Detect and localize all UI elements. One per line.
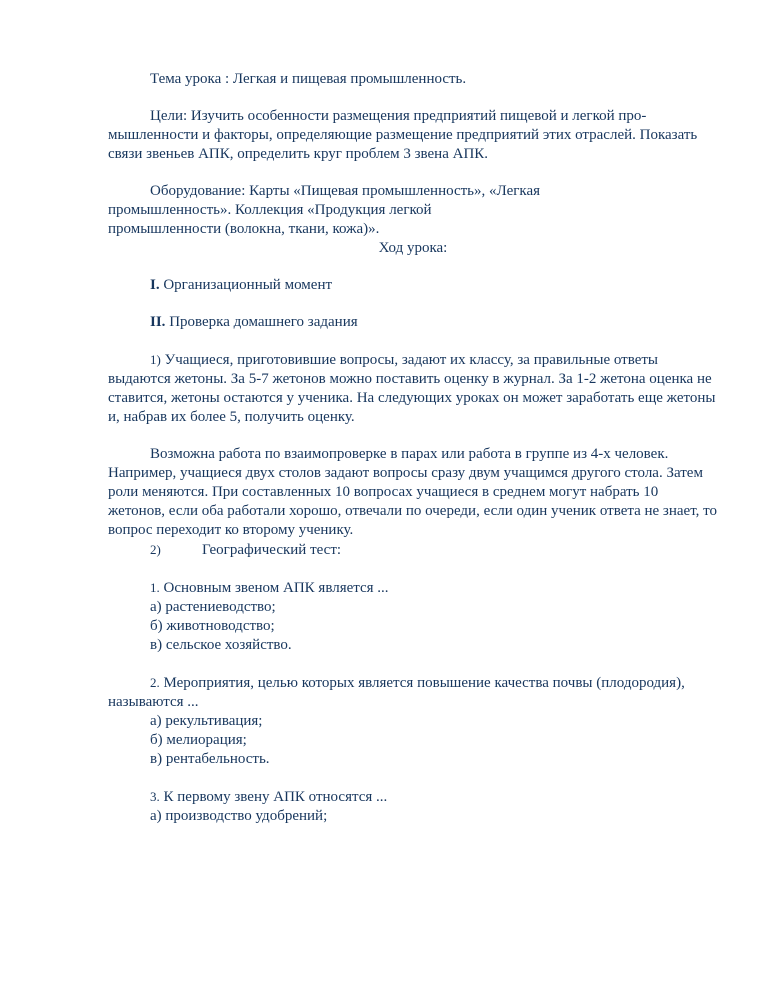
- answer-option: в) сельское хозяйство.: [150, 637, 292, 653]
- answer-option: а) растениеводство;: [150, 599, 276, 615]
- section-homework: [108, 313, 718, 332]
- homework-item-1: [108, 350, 718, 427]
- question-text: Основным звеном АПК является ...: [163, 580, 389, 596]
- item-number: 1): [150, 352, 161, 367]
- section-label: Проверка домашнего задания: [169, 314, 358, 330]
- question-3: [108, 787, 718, 807]
- section-label: Организационный момент: [163, 277, 333, 293]
- document-page: [108, 70, 718, 826]
- item-text: Учащиеся, приготовившие вопросы, задают их классу, за правильные ответы выдаются жетоны. За 5-7 жетонов можно поставить оценку в журнал. За 1-2 жетона оценка не ставится, жетоны остаются у ученика. На следующих уроках он может заработать еще жетоны и, набрав их более 5, получить оценку.: [108, 352, 716, 425]
- answer-option: б) животноводство;: [150, 618, 275, 634]
- item-text: Географический тест:: [202, 542, 342, 558]
- section-organizational: [108, 276, 718, 295]
- question-2: [108, 673, 718, 712]
- section-number: I.: [150, 277, 160, 293]
- answer-option: а) рекультивация;: [150, 713, 263, 729]
- section-number: II.: [150, 314, 166, 330]
- pair-work-paragraph: Возможна работа по взаимопроверке в парах или работа в группе из 4-х человек. Например, учащиеся двух столов задают вопросы сразу двум учащимся другого стола. Затем роли меняются. При составленных 10 вопросах учащиеся в среднем могут набрать 10 жетонов, если оба работали хорошо, отвечали по очереди, если один ученик ответа не знает, то вопрос переходит ко второму ученику.: [108, 446, 717, 538]
- answer-option: в) рентабельность.: [150, 751, 270, 767]
- answer-option: б) мелиорация;: [150, 732, 247, 748]
- item-number: 2): [150, 542, 161, 557]
- question-1: [108, 578, 718, 598]
- question-number: 2.: [150, 675, 160, 690]
- course-title: Ход урока:: [378, 240, 448, 256]
- homework-item-2: [108, 540, 718, 560]
- question-number: 3.: [150, 789, 160, 804]
- answer-option: а) производство удобрений;: [150, 808, 328, 824]
- question-number: 1.: [150, 580, 160, 595]
- lesson-goals: Цели: Изучить особенности размещения предприятий пищевой и легкой про-мышленности и факторы, определяющие размещение предприятий этих отраслей. Показать связи звеньев АПК, определить круг проблем 3 звена АПК.: [108, 108, 698, 162]
- question-text: Мероприятия, целью которых является повышение качества почвы (плодородия), называются ...: [108, 675, 685, 710]
- lesson-equipment: Оборудование: Карты «Пищевая промышленность», «Легкая промышленность». Коллекция «Продукция легкой промышленности (волокна, ткани, кожа)».: [108, 183, 541, 237]
- question-text: К первому звену АПК относятся ...: [163, 789, 388, 805]
- lesson-topic: Тема урока : Легкая и пищевая промышленность.: [150, 71, 467, 87]
